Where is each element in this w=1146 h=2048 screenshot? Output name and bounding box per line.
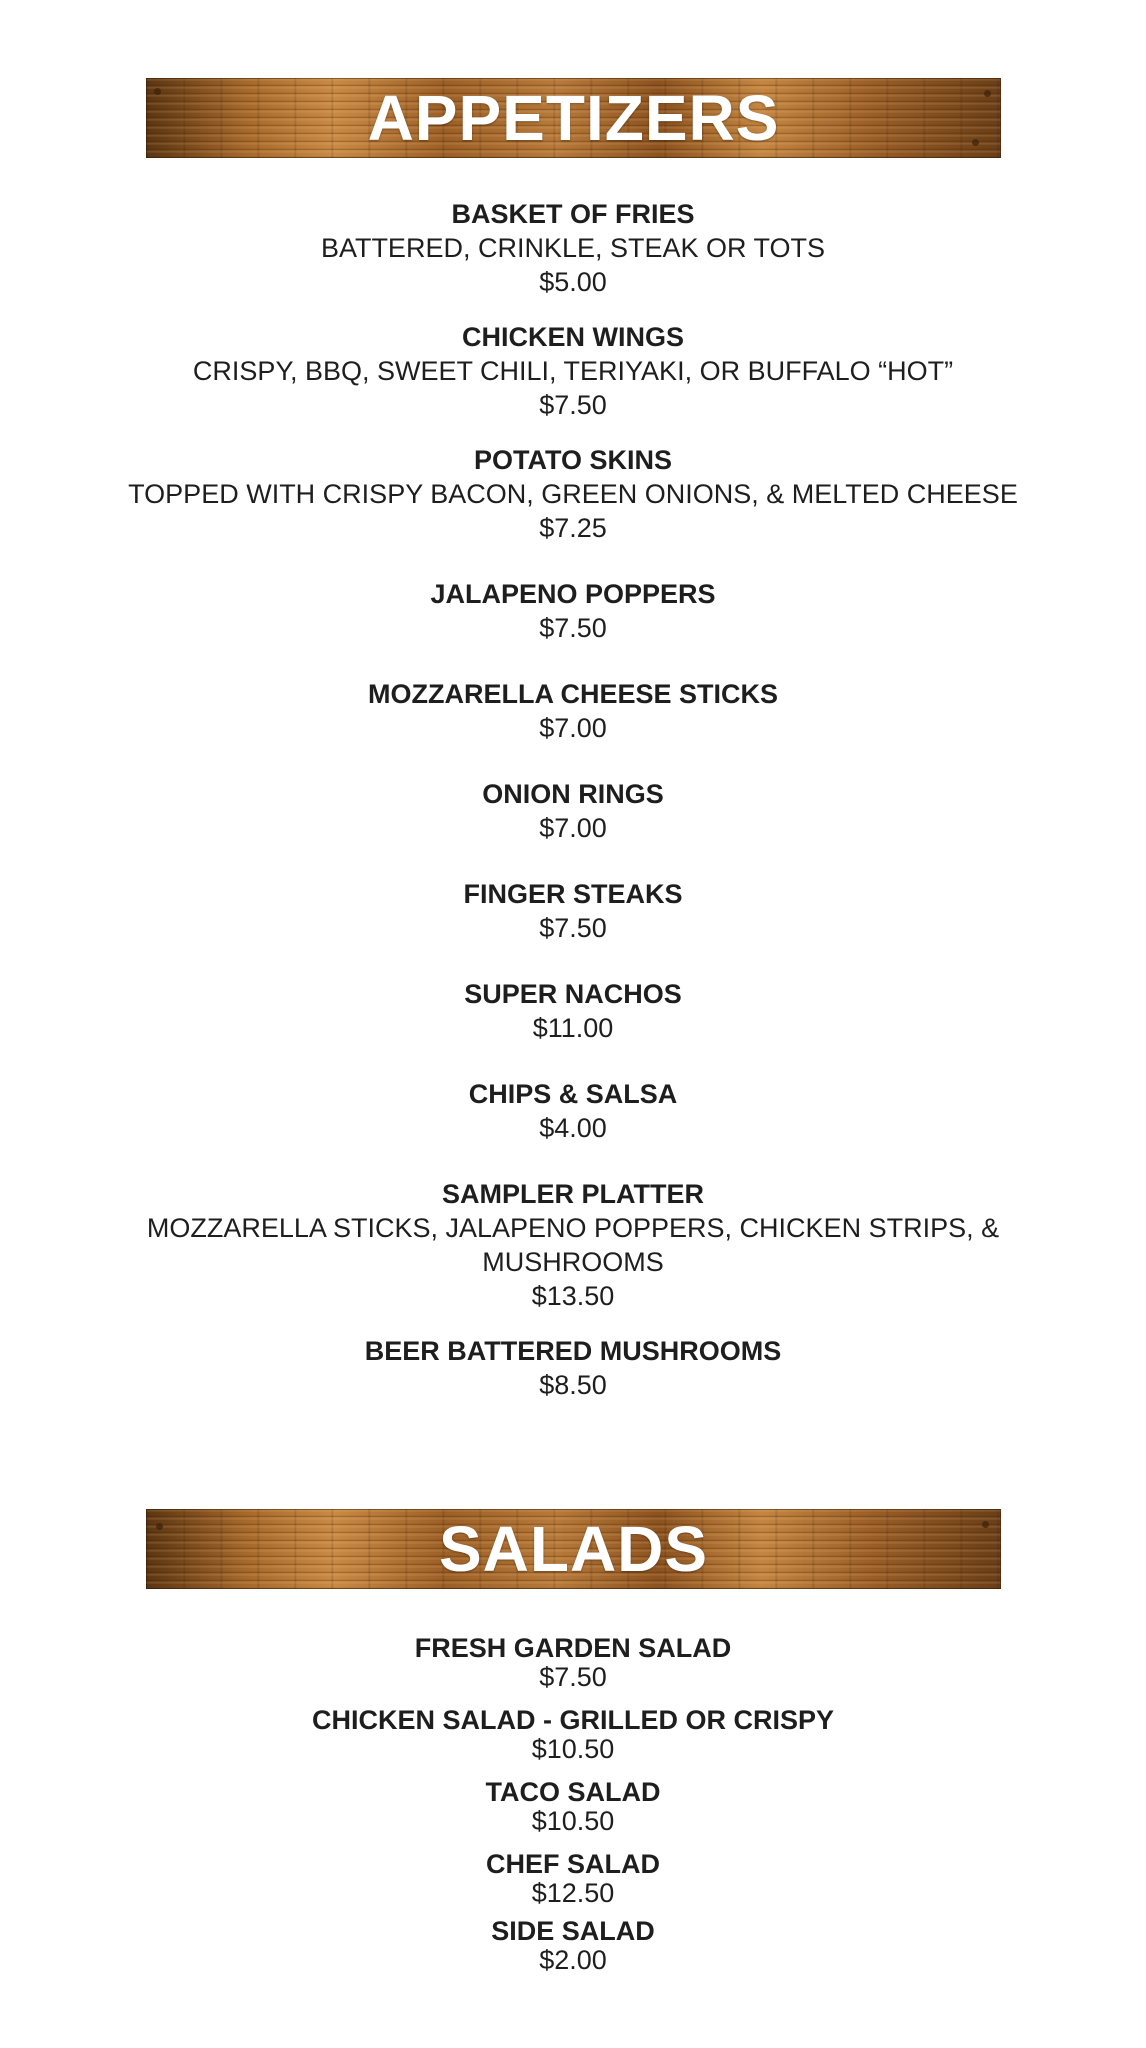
section-title-salads: SALADS [438, 1513, 709, 1585]
item-name: CHICKEN SALAD - GRILLED OR CRISPY [311, 1705, 835, 1735]
item-name: FRESH GARDEN SALAD [414, 1633, 732, 1663]
menu-item [0, 1077, 1146, 1145]
item-price: $7.25 [539, 513, 607, 543]
item-price: $7.00 [539, 813, 607, 843]
appetizers-banner [146, 78, 1001, 158]
item-name: SAMPLER PLATTER [442, 1179, 704, 1209]
item-name: CHEF SALAD [486, 1849, 660, 1879]
item-description-continued: MUSHROOMS [482, 1247, 664, 1277]
item-name: CHICKEN WINGS [462, 322, 684, 352]
item-name: BASKET OF FRIES [451, 199, 695, 229]
nail-icon [982, 1521, 989, 1528]
menu-item [0, 1634, 1146, 1692]
item-name: FINGER STEAKS [463, 879, 683, 909]
item-price: $2.00 [539, 1945, 607, 1975]
item-price: $7.50 [539, 390, 607, 420]
section-title-appetizers: APPETIZERS [367, 82, 780, 154]
item-price: $7.00 [539, 713, 607, 743]
item-description: BATTERED, CRINKLE, STEAK OR TOTS [320, 233, 826, 263]
item-price: $7.50 [539, 1662, 607, 1692]
menu-item [0, 197, 1146, 299]
item-price: $10.50 [531, 1806, 615, 1836]
menu-item [0, 1334, 1146, 1402]
salads-banner [146, 1509, 1001, 1589]
menu-item [0, 677, 1146, 745]
item-name: CHIPS & SALSA [468, 1079, 678, 1109]
item-description: TOPPED WITH CRISPY BACON, GREEN ONIONS, & MELTED CHEESE [128, 479, 1018, 509]
nail-icon [984, 90, 991, 97]
item-name: JALAPENO POPPERS [430, 579, 716, 609]
item-name: SUPER NACHOS [464, 979, 682, 1009]
item-name: SIDE SALAD [491, 1916, 655, 1946]
item-price: $10.50 [531, 1734, 615, 1764]
item-description: CRISPY, BBQ, SWEET CHILI, TERIYAKI, OR BUFFALO “HOT” [192, 356, 954, 386]
menu-item [0, 1706, 1146, 1764]
menu-item [0, 977, 1146, 1045]
menu-item [0, 577, 1146, 645]
item-description: MOZZARELLA STICKS, JALAPENO POPPERS, CHICKEN STRIPS, & [146, 1213, 1000, 1243]
item-name: ONION RINGS [482, 779, 664, 809]
item-price: $8.50 [539, 1370, 607, 1400]
nail-icon [156, 1523, 163, 1530]
menu-item [0, 1778, 1146, 1836]
menu-item [0, 1850, 1146, 1908]
item-price: $7.50 [539, 913, 607, 943]
item-price: $7.50 [539, 613, 607, 643]
item-name: BEER BATTERED MUSHROOMS [364, 1336, 782, 1366]
item-name: TACO SALAD [485, 1777, 661, 1807]
item-price: $4.00 [539, 1113, 607, 1143]
item-price: $13.50 [531, 1281, 615, 1311]
menu-item [0, 1917, 1146, 1975]
nail-icon [154, 88, 161, 95]
menu-item [0, 777, 1146, 845]
nail-icon [972, 139, 979, 146]
menu-item [0, 877, 1146, 945]
menu-item [0, 443, 1146, 545]
menu-item [0, 320, 1146, 422]
item-price: $5.00 [539, 267, 607, 297]
item-price: $11.00 [532, 1013, 614, 1043]
menu-item [0, 1177, 1146, 1313]
item-name: MOZZARELLA CHEESE STICKS [367, 679, 778, 709]
item-name: POTATO SKINS [473, 445, 673, 475]
item-price: $12.50 [531, 1878, 615, 1908]
